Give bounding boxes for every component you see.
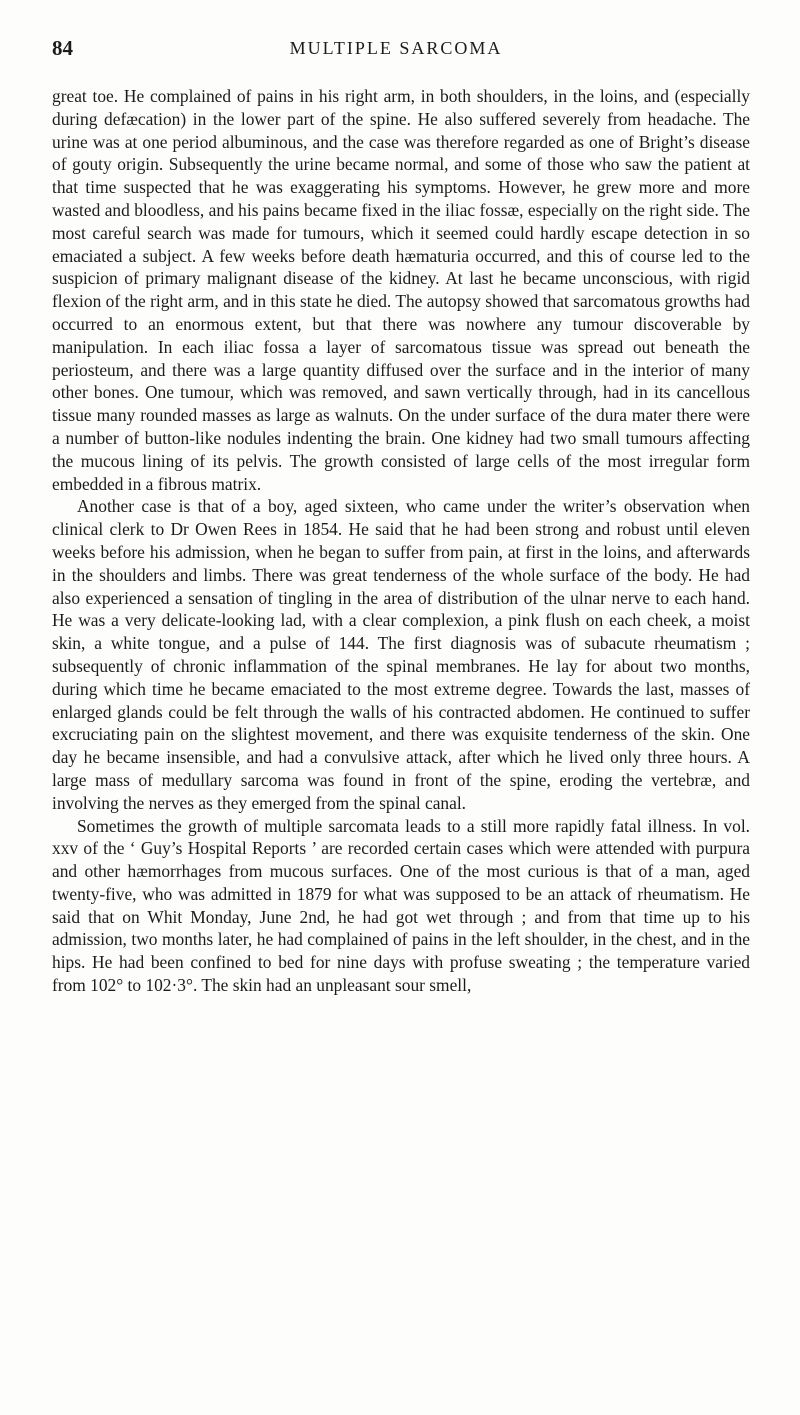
paragraph-continued: great toe. He complained of pains in his right arm, in both shoulders, in the loins, and (especially during defæcation) in the lower part of the spine. He also suffered severely from headache. The urine was at one period albuminous, and the case was therefore regarded as one of Bright’s disease of gouty origin. Subsequently the urine became normal, and some of those who saw the patient at that time suspected that he was exaggerating his symptoms. However, he grew more and more wasted and bloodless, and his pains became fixed in the iliac fossæ, especially on the right side. The most careful search was made for tumours, which it seemed could hardly escape detection in so emaciated a subject. A few weeks before death hæmaturia occurred, and this of course led to the suspicion of primary malignant disease of the kidney. At last he became unconscious, with rigid flexion of the right arm, and in this state he died. The autopsy showed that sarcomatous growths had occurred to an enormous extent, but that there was nowhere any tumour discoverable by manipulation. In each iliac fossa a layer of sarcomatous tissue was spread out beneath the periosteum, and there was a large quantity diffused over the surface and in the interior of many other bones. One tumour, which was removed, and sawn vertically through, had in its cancellous tissue many rounded masses as large as walnuts. On the under surface of the dura mater there were a number of button-like nodules indenting the brain. One kidney had two small tumours affecting the mucous lining of its pelvis. The growth consisted of large cells of the most irregular form embedded in a fibrous matrix. [52, 86, 750, 494]
page-number: 84 [52, 36, 73, 60]
paragraph-purpura-case: Sometimes the growth of multiple sarcomata leads to a still more rapidly fatal illness. In vol. xxv of the ‘ Guy’s Hospital Reports ’ are recorded certain cases which were attended with purpura and other hæmorrhages from mucous surfaces. One of the most curious is that of a man, aged twenty-five, who was admitted in 1879 for what was supposed to be an attack of rheumatism. He said that on Whit Monday, June 2nd, he had got wet through ; and from that time up to his admission, two months later, he had complained of pains in the left shoulder, in the chest, and in the hips. He had been confined to bed for nine days with profuse sweating ; the temperature varied from 102° to 102·3°. The skin had an unpleasant sour smell, [52, 815, 750, 996]
page-header [52, 36, 740, 62]
paragraph-boy-case: Another case is that of a boy, aged sixteen, who came under the writer’s observation when clinical clerk to Dr Owen Rees in 1854. He said that he had been strong and robust until eleven weeks before his admission, when he began to suffer from pain, at first in the loins, and afterwards in the shoulders and limbs. There was great tenderness of the whole surface of the body. He had also experienced a sensation of tingling in the area of distribution of the ulnar nerve to each hand. He was a very delicate-looking lad, with a clear complexion, a pink flush on each cheek, a moist skin, a white tongue, and a pulse of 144. The first diagnosis was of subacute rheumatism ; subsequently of chronic inflammation of the spinal membranes. He lay for about two months, during which time he became emaciated to the most extreme degree. Towards the last, masses of enlarged glands could be felt through the walls of his contracted abdomen. He continued to suffer excruciating pain on the slightest movement, and there was exquisite tenderness of the skin. One day he became insensible, and had a convulsive attack, after which he lived only three hours. A large mass of medullary sarcoma was found in front of the spine, eroding the vertebræ, and involving the nerves as they emerged from the spinal canal. [52, 496, 750, 813]
body-text [52, 85, 750, 997]
running-title: MULTIPLE SARCOMA [289, 38, 503, 58]
